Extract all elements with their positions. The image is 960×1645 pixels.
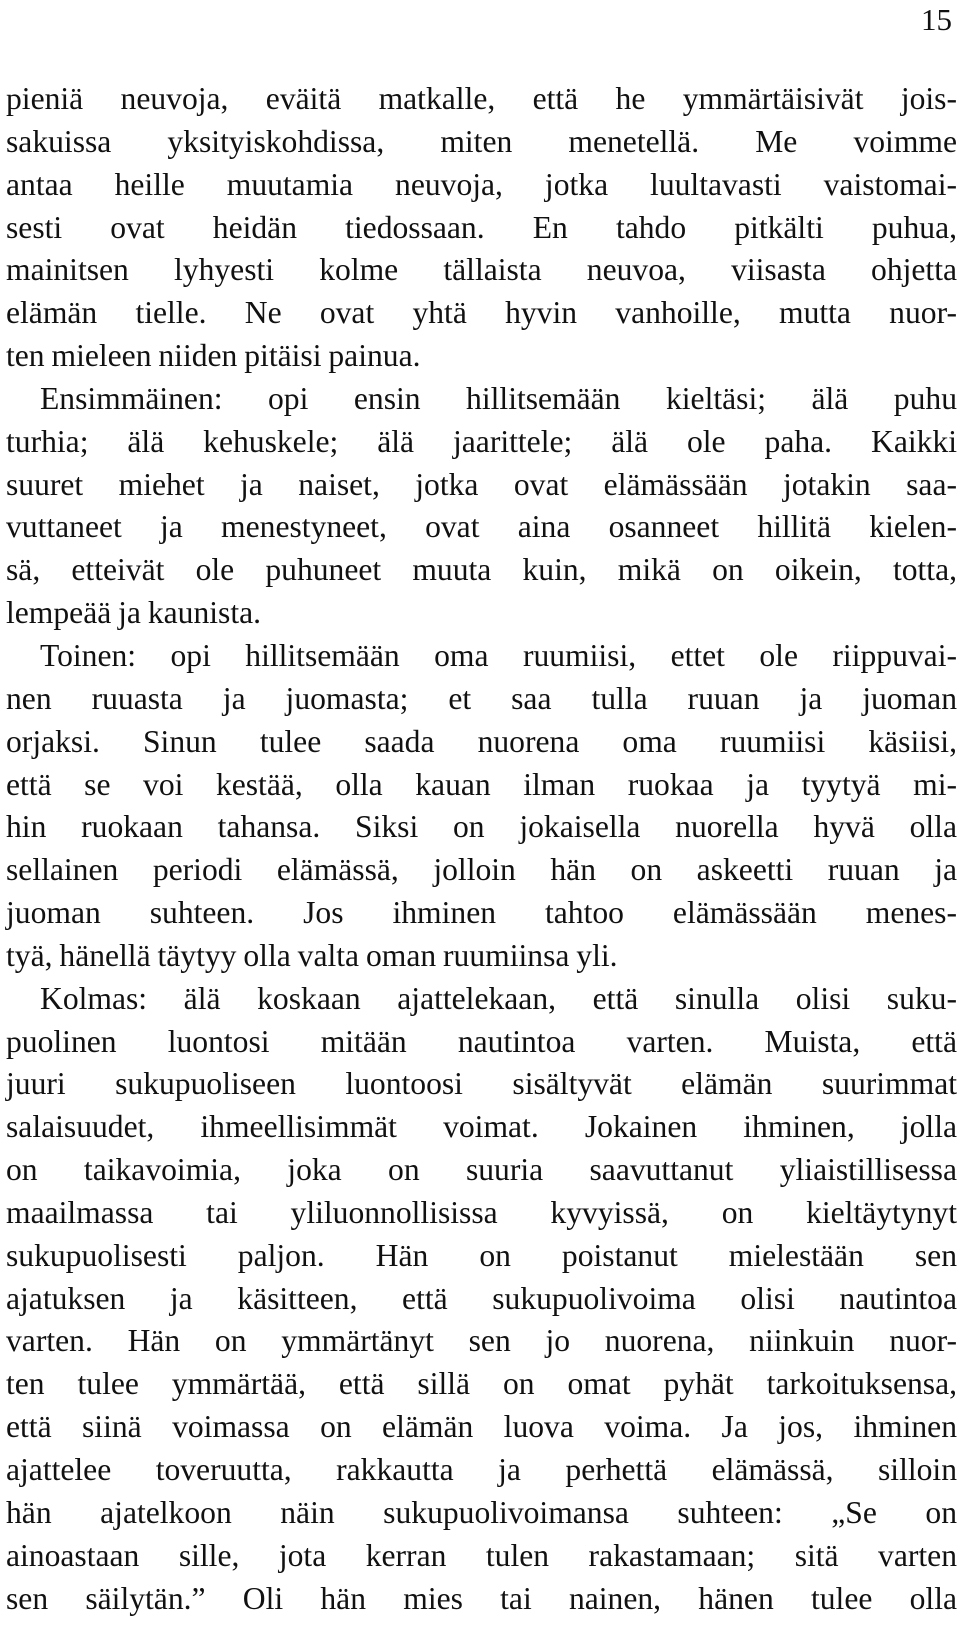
body-text bbox=[6, 78, 957, 1620]
text-line: turhia; älä kehuskele; älä jaarittele; älä ole paha. Kaikki bbox=[6, 423, 957, 459]
text-line: hin ruokaan tahansa. Siksi on jokaisella nuorella hyvä olla bbox=[6, 809, 957, 845]
text-line: hän ajatelkoon näin sukupuolivoimansa suhteen: „Se on bbox=[6, 1494, 957, 1530]
text-line: maailmassa tai yliluonnollisissa kyvyissä, on kieltäytynyt bbox=[6, 1194, 957, 1230]
text-line: että se voi kestää, olla kauan ilman ruokaa ja tyytyä mi- bbox=[6, 766, 957, 802]
paragraph bbox=[6, 978, 957, 1621]
page-number: 15 bbox=[921, 2, 952, 37]
paragraph bbox=[6, 635, 957, 978]
text-line: mainitsen lyhyesti kolme tällaista neuvoa, viisasta ohjetta bbox=[6, 252, 957, 288]
text-line: puolinen luontosi mitään nautintoa varten. Muista, että bbox=[6, 1023, 957, 1059]
text-line: sen säilytän.” Oli hän mies tai nainen, hänen tulee olla bbox=[6, 1580, 957, 1616]
text-line: juuri sukupuoliseen luontoosi sisältyvät elämän suurimmat bbox=[6, 1066, 957, 1102]
text-line: ajatuksen ja käsitteen, että sukupuolivoima olisi nautintoa bbox=[6, 1280, 957, 1316]
text-line: sukupuolisesti paljon. Hän on poistanut mielestään sen bbox=[6, 1237, 957, 1273]
text-line: ajattelee toveruutta, rakkautta ja perhettä elämässä, silloin bbox=[6, 1452, 957, 1487]
text-line: varten. Hän on ymmärtänyt sen jo nuorena, niinkuin nuor- bbox=[6, 1323, 957, 1359]
text-line: pieniä neuvoja, eväitä matkalle, että he ymmärtäisivät jois- bbox=[6, 81, 957, 116]
text-line: suuret miehet ja naiset, jotka ovat elämässään jotakin saa- bbox=[6, 466, 957, 502]
text-line: antaa heille muutamia neuvoja, jotka luultavasti vaistomai- bbox=[6, 166, 957, 202]
text-line: salaisuudet, ihmeellisimmät voimat. Jokainen ihminen, jolla bbox=[6, 1109, 957, 1145]
text-line: lempeää ja kaunista. bbox=[6, 595, 262, 631]
text-line: ten tulee ymmärtää, että sillä on omat pyhät tarkoituksensa, bbox=[6, 1366, 957, 1402]
text-line: Ensimmäinen: opi ensin hillitsemään kieltäsi; älä puhu bbox=[40, 380, 957, 416]
text-line: nen ruuasta ja juomasta; et saa tulla ruuan ja juoman bbox=[6, 680, 957, 716]
text-line: juoman suhteen. Jos ihminen tahtoo elämässään menes- bbox=[6, 895, 957, 931]
text-line: on taikavoimia, joka on suuria saavuttanut yliaistillisessa bbox=[6, 1152, 957, 1188]
text-line: tyä, hänellä täytyy olla valta oman ruumiinsa yli. bbox=[6, 937, 618, 973]
text-line: sellainen periodi elämässä, jolloin hän on askeetti ruuan ja bbox=[6, 852, 957, 888]
text-line: että siinä voimassa on elämän luova voima. Ja jos, ihminen bbox=[6, 1409, 957, 1445]
paragraph bbox=[6, 378, 957, 635]
text-line: orjaksi. Sinun tulee saada nuorena oma ruumiisi käsiisi, bbox=[6, 723, 957, 759]
text-line: sä, etteivät ole puhuneet muuta kuin, mikä on oikein, totta, bbox=[6, 552, 957, 588]
text-line: Toinen: opi hillitsemään oma ruumiisi, ettet ole riippuvai- bbox=[40, 637, 957, 673]
text-line: Kolmas: älä koskaan ajattelekaan, että sinulla olisi suku- bbox=[40, 980, 957, 1016]
text-line: ten mieleen niiden pitäisi painua. bbox=[6, 338, 421, 374]
text-line: vuttaneet ja menestyneet, ovat aina osanneet hillitä kielen- bbox=[6, 509, 957, 545]
text-line: sesti ovat heidän tiedossaan. En tahdo pitkälti puhua, bbox=[6, 209, 957, 245]
text-line: ainoastaan sille, jota kerran tulen rakastamaan; sitä varten bbox=[6, 1537, 957, 1573]
paragraph bbox=[6, 78, 957, 378]
text-line: sakuissa yksityiskohdissa, miten menetellä. Me voimme bbox=[6, 123, 957, 159]
text-line: elämän tielle. Ne ovat yhtä hyvin vanhoille, mutta nuor- bbox=[6, 295, 957, 331]
